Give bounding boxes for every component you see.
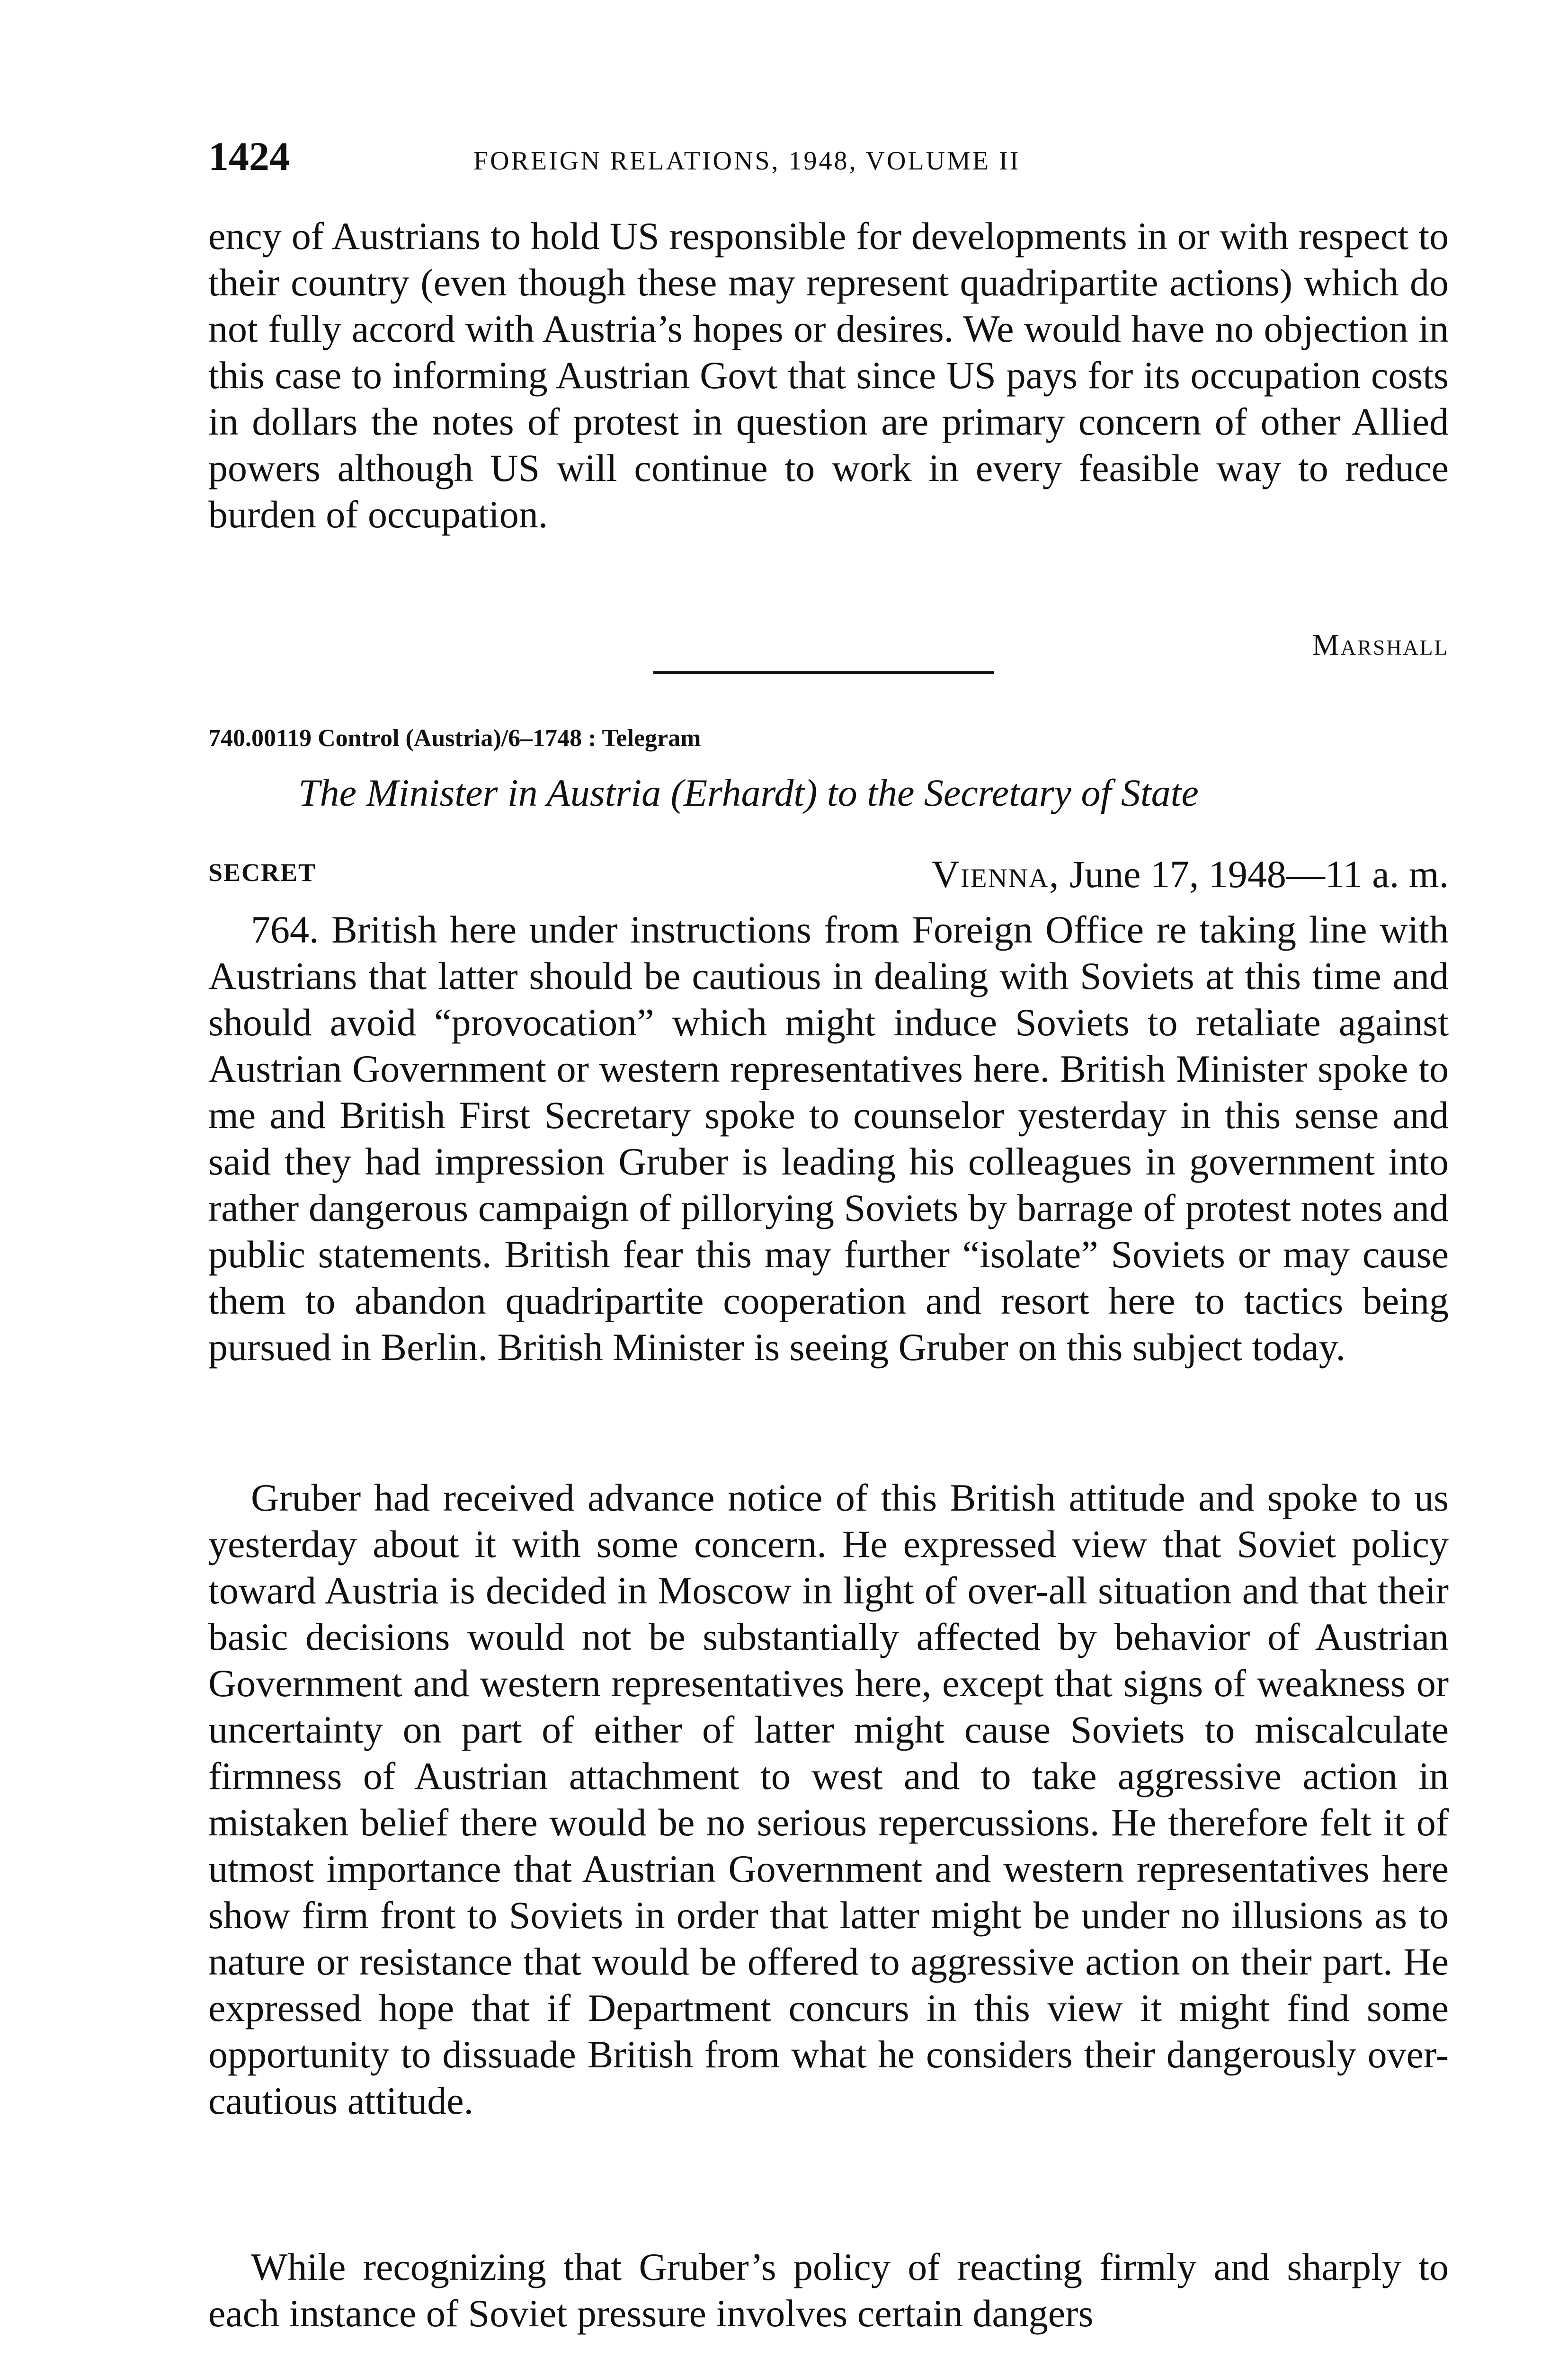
file-reference: 740.00119 Control (Austria)/6–1748 : Telegram bbox=[208, 725, 701, 752]
dateline-date: June 17, 1948—11 a. m. bbox=[1069, 853, 1449, 896]
page-number: 1424 bbox=[208, 133, 290, 179]
dateline bbox=[932, 852, 1449, 897]
paragraph-gruber: Gruber had received advance notice of this British attitude and spoke to us yesterday about it with some concern. He expressed view that Soviet policy toward Austria is decided in Moscow in light of over-all situation and that their basic decisions would not be substantially affected by behavior of Austrian Government and western representatives here, except that signs of weakness or uncertainty on part of either of latter might cause Soviets to miscalculate firmness of Austrian attachment to west and to take aggressive action in mistaken belief there would be no serious repercussions. He therefore felt it of utmost importance that Austrian Government and western representatives here show firm front to Soviets in order that latter might be under no illusions as to nature or resistance that would be offered to aggressive action on their part. He expressed hope that if Department concurs in this view it might find some opportunity to dissuade British from what he considers their dangerously over-cautious attitude. bbox=[208, 1476, 1449, 2122]
paragraph-while-recognizing: While recognizing that Gruber’s policy of reacting firmly and sharply to each instance of Soviet pressure involves certain dangers bbox=[208, 2245, 1449, 2335]
paragraph-764: 764. British here under instructions from Foreign Office re taking line with Austrians that latter should be cautious in dealing with Soviets at this time and should avoid “provocation” which might induce Soviets to retaliate against Austrian Government or western representatives here. British Minister spoke to me and British First Secretary spoke to counselor yesterday in this sense and said they had impression Gruber is leading his colleagues in government into rather dangerous campaign of pillorying Soviets by barrage of protest notes and public statements. British fear this may further “isolate” Soviets or may cause them to abandon quadripartite cooperation and resort here to tactics being pursued in Berlin. British Minister is seeing Gruber on this subject today. bbox=[208, 908, 1449, 1369]
section-divider bbox=[653, 671, 994, 674]
signature-marshall: Marshall bbox=[1312, 628, 1449, 661]
dateline-place: Vienna, bbox=[931, 853, 1060, 896]
page-header bbox=[208, 133, 1449, 189]
paragraph-continued: ency of Austrians to hold US responsible for developments in or with respect to their country (even though these may represent quadripartite actions) which do not fully accord with Austria’s hopes or desires. We would have no objection in this case to informing Austrian Govt that since US pays for its occupation costs in dollars the notes of protest in question are primary concern of other Allied powers although US will continue to work in every feasible way to reduce burden of occupation. bbox=[208, 214, 1449, 536]
classification-label: SECRET bbox=[208, 858, 317, 887]
document-title: The Minister in Austria (Erhardt) to the Secretary of State bbox=[298, 771, 1199, 814]
running-head: FOREIGN RELATIONS, 1948, VOLUME II bbox=[473, 146, 1021, 176]
